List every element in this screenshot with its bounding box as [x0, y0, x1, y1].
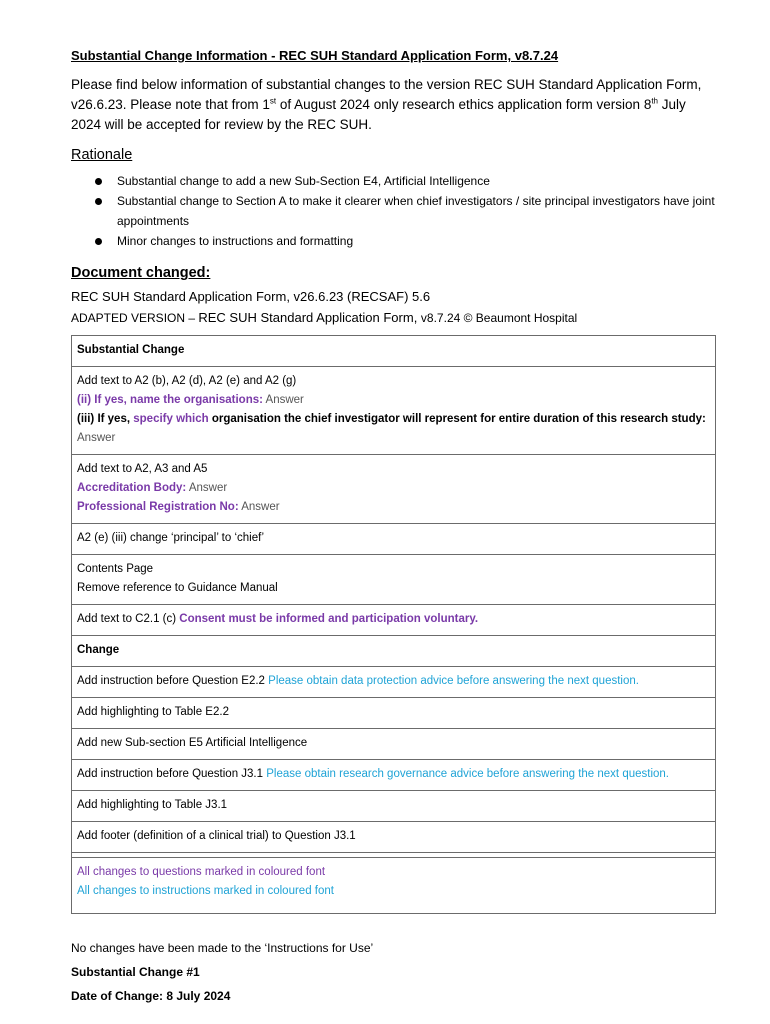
instructions-note: No changes have been made to the ‘Instructions for Use’: [71, 941, 374, 955]
row-text: Remove reference to Guidance Manual: [77, 582, 278, 594]
intro-text-3: July 2024 will be accepted for review by the REC SUH.: [71, 97, 686, 132]
substantial-change-number: Substantial Change #1: [71, 965, 200, 979]
table-row: [72, 605, 716, 636]
adapted-prefix: ADAPTED VERSION –: [71, 311, 199, 325]
question-label: Professional Registration No:: [77, 501, 239, 513]
table-row: [72, 555, 716, 605]
adapted-main: REC SUH Standard Application Form,: [198, 310, 421, 325]
intro-text-2: of August 2024 only research ethics application form version 8: [276, 97, 652, 112]
table-row: Add highlighting to Table J3.1: [72, 791, 716, 822]
row-text: [77, 410, 710, 429]
adapted-form-version: [71, 310, 716, 325]
answer-placeholder: Answer: [77, 432, 116, 444]
row-text: Add text to C2.1 (c): [77, 613, 180, 625]
answer-placeholder: Answer: [262, 394, 304, 406]
table-row: Add new Sub-section E5 Artificial Intelligence: [72, 729, 716, 760]
table-row: Add highlighting to Table E2.2: [72, 698, 716, 729]
row-text: Add instruction before Question J3.1: [77, 768, 267, 780]
table-header-substantial: Substantial Change: [72, 336, 716, 367]
document-title: Substantial Change Information - REC SUH Standard Application Form, v8.7.24: [71, 48, 559, 63]
table-row: [72, 455, 716, 524]
document-changed-heading: Document changed:: [71, 265, 211, 281]
table-row: [72, 760, 716, 791]
row-text: [77, 498, 710, 517]
footer-notes: [71, 936, 716, 1008]
table-row: [72, 667, 716, 698]
answer-placeholder: Answer: [186, 482, 228, 494]
rationale-item: Minor changes to instructions and formatting: [95, 231, 716, 251]
row-text: Add text to A2, A3 and A5: [77, 463, 208, 475]
intro-text-1: Please find below information of substantial changes to the version REC SUH Standard Application Form, v26.6.23. Please note that from 1: [71, 77, 702, 112]
question-text: (iii) If yes,: [77, 413, 134, 425]
table-row: [72, 367, 716, 455]
rationale-item: Substantial change to add a new Sub-Section E4, Artificial Intelligence: [95, 171, 716, 191]
question-label: Accreditation Body:: [77, 482, 187, 494]
legend-questions: All changes to questions marked in coloured font: [77, 866, 326, 878]
table-legend: [72, 858, 716, 914]
document-page: [71, 48, 716, 1008]
question-highlight: Consent must be informed and participation voluntary.: [179, 613, 479, 625]
rationale-item: Substantial change to Section A to make it clearer when chief investigators / site principal investigators have joint appointments: [95, 191, 716, 231]
row-text: Add text to A2 (b), A2 (d), A2 (e) and A2 (g): [77, 375, 297, 387]
intro-paragraph: [71, 75, 716, 135]
table-header-change: Change: [72, 636, 716, 667]
date-of-change: Date of Change: 8 July 2024: [71, 989, 231, 1003]
instruction-highlight: Please obtain data protection advice before answering the next question.: [268, 675, 639, 687]
answer-placeholder: Answer: [238, 501, 280, 513]
changes-table: [71, 335, 716, 914]
intro-sup-1: st: [269, 96, 277, 106]
question-text: organisation the chief investigator will represent for entire duration of this research study:: [208, 413, 706, 425]
row-text: Contents Page: [77, 563, 154, 575]
instruction-highlight: Please obtain research governance advice before answering the next question.: [266, 768, 669, 780]
row-text: [77, 391, 710, 410]
question-label: (ii) If yes, name the organisations:: [77, 394, 263, 406]
rationale-heading: Rationale: [71, 147, 133, 163]
legend-instructions: All changes to instructions marked in coloured font: [77, 885, 334, 897]
question-highlight: specify which: [133, 413, 209, 425]
table-row: Add footer (definition of a clinical trial) to Question J3.1: [72, 822, 716, 853]
row-text: [77, 479, 710, 498]
rationale-list: [71, 171, 716, 251]
adapted-suffix: v8.7.24 © Beaumont Hospital: [420, 311, 578, 325]
table-row: A2 (e) (iii) change ‘principal’ to ‘chief’: [72, 524, 716, 555]
intro-sup-2: th: [651, 96, 658, 106]
row-text: Add instruction before Question E2.2: [77, 675, 269, 687]
original-form-version: REC SUH Standard Application Form, v26.6.23 (RECSAF) 5.6: [71, 289, 431, 304]
